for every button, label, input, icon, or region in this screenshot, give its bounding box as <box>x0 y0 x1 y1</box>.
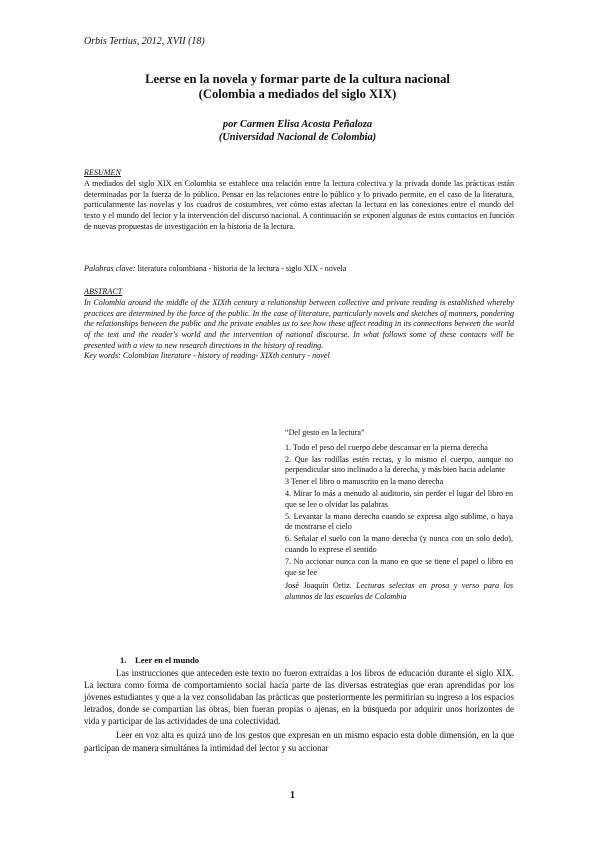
author-name: por Carmen Elisa Acosta Peñaloza <box>222 119 373 130</box>
palabras-clave-text: literatura colombiana - historia de la lectura - siglo XIX - novela <box>135 264 347 273</box>
epigraph-item: 2. Que las rodillas estén rectas, y lo mismo el cuerpo, aunque no perpendicular sino inclinado a la derecha, y más bien hacia adelante <box>285 454 513 475</box>
resumen-label: RESUMEN <box>84 168 121 177</box>
title-line-1: Leerse en la novela y formar parte de la cultura nacional <box>145 72 450 86</box>
section-heading: 1. Leer en el mundo <box>120 655 200 665</box>
author-block <box>84 118 511 144</box>
epigraph-source-title: Lecturas selectas en prosa y verso para los alumnos de las escuelas de Colombia <box>285 581 513 602</box>
epigraph-source <box>285 581 513 603</box>
page-number: 1 <box>290 790 295 801</box>
epigraph-item: 4. Mirar lo más a menudo al auditorio, sin perder el lugar del libro en que se lee o olvidar las palabras <box>285 488 513 509</box>
abstract-text: In Colombia around the middle of the XIXth century a relationship between collective and private reading is established whereby practices are determined by the force of the public. In the case of literature, particularly novels and sketches of manners, pondering the relationships between the public and the private enables us to see how these affect reading in its connections between the world of the text and the reader's world and the intervention of national discourse. In what follows some of these contacts will be presented with a view to new research directions in the history of reading. <box>84 297 514 350</box>
keywords-line: Key words: Colombian literature - history of reading- XIXth century - novel <box>84 351 330 360</box>
resumen-text: A mediados del siglo XIX en Colombia se establece una relación entre la lectura colectiva y la privada donde las prácticas están determinadas por la fuerza de lo público. Pensar en las relaciones entre lo público y lo privado permite, en el caso de la literatura, particularmente las novelas y los cuadros de costumbres, ver cómo estas afectan la lectura en las conexiones entre el mundo del texto y el mundo del lector y la intervención del discurso nacional. A continuación se exponen algunas de estos contactos en función de nuevas propuestas de investigación en la historia de la lectura. <box>84 178 514 231</box>
palabras-clave-label: Palabras clave: <box>84 264 136 273</box>
author-affiliation: (Universidad Nacional de Colombia) <box>218 132 377 143</box>
epigraph-source-author: José Joaquín Ortiz. <box>285 581 352 591</box>
article-title <box>84 72 511 102</box>
resumen-section <box>84 168 514 233</box>
epigraph-item: 3 Tener el libro o manuscrito en la mano derecha <box>285 477 444 487</box>
body-paragraph-1: Las instrucciones que anteceden este texto no fueron extraídas a los libros de educación durante el siglo XIX. La lectura como forma de comportamiento social hacía parte de las diversas estrategias que eran aprendidas por los jóvenes estudiantes y que a la vez consolidaban las prácticas que posteriormente les permitirían su ingreso a los espacios letrados, donde se compartían las obras, bien fueran propias o ajenas, en la búsqueda por adquirir unos horizontes de vida y participar de las actividades de una colectividad. <box>84 668 514 727</box>
body-paragraph-2: Leer en voz alta es quizá uno de los gestos que expresan en un mismo espacio esta doble dimensión, en la que participan de manera simultánea la intimidad del lector y su accionar <box>84 730 514 753</box>
epigraph-item: 1. Todo el peso del cuerpo debe descansar en la pierna derecha <box>285 442 488 452</box>
palabras-clave <box>84 264 514 275</box>
body-text <box>84 667 514 754</box>
epigraph <box>285 428 513 604</box>
epigraph-item: 5. Levantar la mano derecha cuando se expresa algo sublime, o haya de mostrarse el cielo <box>285 511 513 532</box>
epigraph-item: 7. No accionar nunca con la mano en que se tiene el papel o libro en que se lee <box>285 556 513 577</box>
epigraph-title: “Del gesto en la lectura” <box>285 428 365 437</box>
epigraph-item: 6. Señalar el suelo con la mano derecha (y nunca con un solo dedo), cuando lo exprese el sentido <box>285 534 513 554</box>
abstract-label: ABSTRACT <box>84 287 123 296</box>
journal-citation: Orbis Tertius, 2012, XVII (18) <box>84 36 205 47</box>
title-line-2: (Colombia a mediados del siglo XIX) <box>198 87 397 101</box>
abstract-section <box>84 287 514 352</box>
